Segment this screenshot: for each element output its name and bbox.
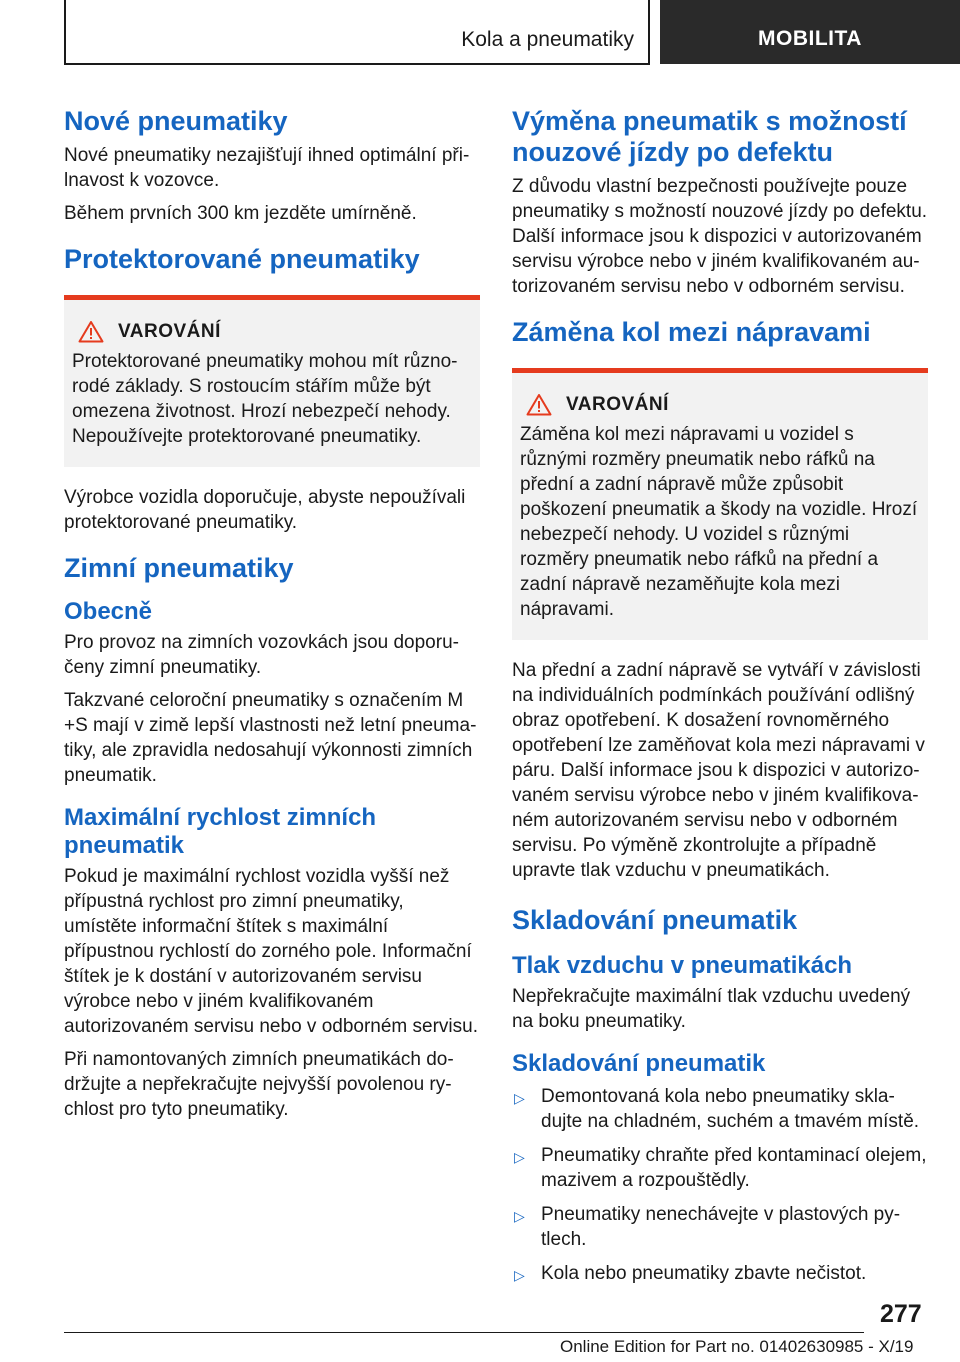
triangle-right-outline-icon: ▷: [514, 1208, 525, 1224]
storage-list: [512, 1084, 928, 1288]
triangle-right-outline-icon: ▷: [514, 1090, 525, 1106]
header-rule-bottom: [64, 63, 650, 65]
warning-label: VAROVÁNÍ: [118, 320, 221, 342]
paragraph: Při namontovaných zimních pneumatikách dodržujte a nepřekračujte nejvyšší povolenou rychlost pro tyto pneumatiky.: [64, 1049, 454, 1120]
paragraph: Nové pneumatiky nezajišťují ihned optimální přilnavost k vozovce.: [64, 145, 470, 191]
list-item: [512, 1261, 928, 1288]
subheading-general: Obecně: [64, 598, 153, 625]
right-column: [512, 100, 928, 1297]
left-column: [64, 100, 480, 1130]
header-rule-left: [64, 0, 66, 64]
paragraph: Výrobce vozidla doporučuje, abyste nepoužívali protektorované pneumatiky.: [64, 487, 466, 533]
heading-axle-swap: Záměna kol mezi nápravami: [512, 317, 871, 347]
subheading-winter-max-speed: Maximální rychlost zimních pneumatik: [64, 804, 377, 859]
warning-header: [72, 320, 472, 343]
list-item-text: Pneumatiky nenechávejte v plastových pytlech.: [541, 1204, 901, 1250]
page-header: [0, 0, 960, 66]
list-item-text: Demontovaná kola nebo pneumatiky skladujte na chladném, suchém a tmavém místě.: [541, 1086, 920, 1132]
heading-tire-storage: Skladování pneumatik: [512, 905, 798, 935]
triangle-right-outline-icon: ▷: [514, 1267, 525, 1283]
list-item: [512, 1143, 928, 1193]
paragraph: Na přední a zadní nápravě se vytváří v závislosti na individuálních podmínkách používání odlišný obraz opotřebení. K dosažení rovnoměrného opotřebení lze zaměňovat kola mezi nápravami v páru. Další informace jsou k dispozici v autorizovaném servisu výrobce nebo v jiném kvalifikovaném autorizovaném servisu nebo v odborném servisu. Po výměně zkontrolujte a případně upravte tlak vzduchu v pneumatikách.: [512, 660, 925, 881]
subheading-tire-storage: Skladování pneumatik: [512, 1050, 766, 1077]
warning-text: Záměna kol mezi nápravami u vozidel s různými rozměry pneumatik nebo ráfků na přední a zadní nápravě může způsobit poškození pneumatik a škody na vozidle. Hrozí nebezpečí nehody. U vozidel s různými rozměry pneumatik nebo ráfků na přední a zadní nápravě nezaměňujte kola mezi nápravami.: [520, 424, 918, 620]
paragraph: Nepřekračujte maximální tlak vzduchu uvedený na boku pneumatiky.: [512, 986, 911, 1032]
paragraph: Takzvané celoroční pneumatiky s označením M +S mají v zimě lepší vlastnosti než letní pneumatiky, ale zpravidla nedosahují výkonnosti zimních pneumatik.: [64, 690, 477, 786]
warning-text: Protektorované pneumatiky mohou mít různorodé základy. S rostoucím stářím může být omezena životnost. Hrozí nebezpečí nehody. Nepoužívejte protektorované pneumatiky.: [72, 351, 458, 447]
page-number: 277: [880, 1300, 922, 1328]
edition-note: Online Edition for Part no. 01402630985 - X/19: [560, 1337, 914, 1356]
subheading-tire-pressure: Tlak vzduchu v pneumatikách: [512, 952, 853, 979]
heading-retreaded-tires: Protektorované pneumatiky: [64, 244, 420, 274]
list-item-text: Kola nebo pneumatiky zbavte nečistot.: [541, 1263, 867, 1284]
heading-new-tires: Nové pneumatiky: [64, 106, 288, 136]
header-chapter-tab: MOBILITA: [660, 0, 960, 64]
heading-runflat-replacement: Výměna pneumatik s možností nouzové jízdy po defektu: [512, 106, 907, 167]
paragraph: Pokud je maximální rychlost vozidla vyšší než přípustná rychlost pro zimní pneumatiky, umístěte informační štítek s maximální přípustnou rychlostí do zorného pole. Informační štítek je k dostání v autorizovaném servisu výrobce nebo v jiném kvalifikovaném autorizovaném servisu nebo v odborném servisu.: [64, 866, 478, 1037]
heading-winter-tires: Zimní pneumatiky: [64, 553, 294, 583]
warning-box: [64, 295, 480, 467]
warning-triangle-icon: [526, 393, 552, 416]
footer-rule: [64, 1332, 864, 1333]
list-item-text: Pneumatiky chraňte před kontaminací olejem, mazivem a rozpouštědly.: [541, 1145, 927, 1191]
header-rule-right: [648, 0, 650, 64]
list-item: [512, 1202, 928, 1252]
triangle-right-outline-icon: ▷: [514, 1149, 525, 1165]
list-item: [512, 1084, 928, 1134]
warning-label: VAROVÁNÍ: [566, 393, 669, 415]
paragraph: Z důvodu vlastní bezpečnosti používejte pouze pneumatiky s možností nouzové jízdy po defektu. Další informace jsou k dispozici v autorizovaném servisu výrobce nebo v jiném kvalifikovaném autorizovaném servisu nebo v odborném servisu.: [512, 176, 928, 297]
header-section-title: Kola a pneumatiky: [461, 28, 634, 51]
paragraph: Pro provoz na zimních vozovkách jsou doporučeny zimní pneumatiky.: [64, 632, 459, 678]
warning-header: [520, 393, 920, 416]
warning-triangle-icon: [78, 320, 104, 343]
paragraph: Během prvních 300 km jezděte umírněně.: [64, 203, 417, 224]
warning-box: [512, 368, 928, 640]
